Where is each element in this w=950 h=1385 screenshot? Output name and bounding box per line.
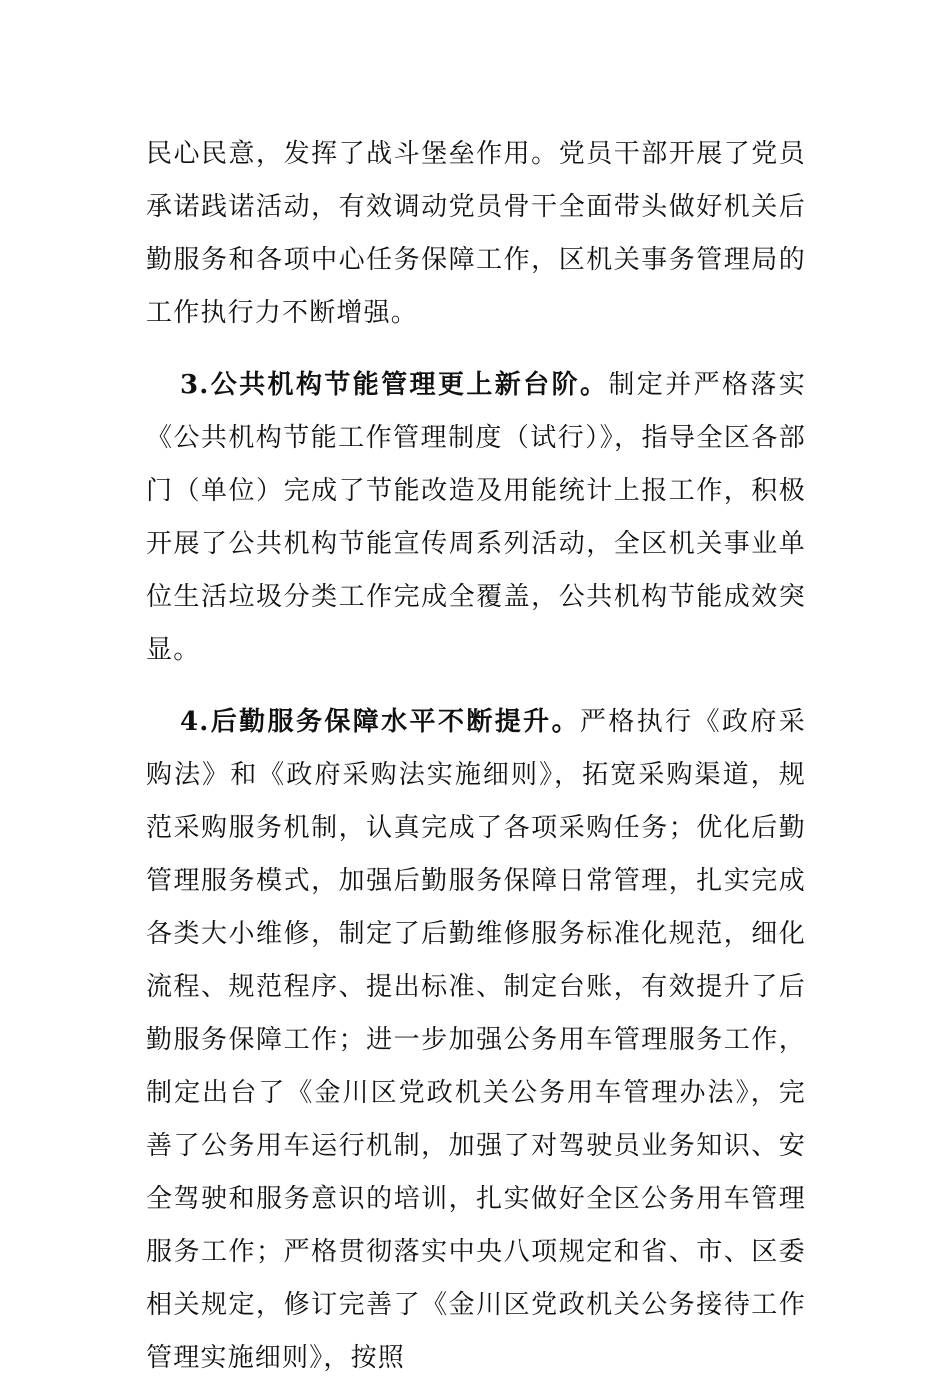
paragraph-text: 民心民意，发挥了战斗堡垒作用。党员干部开展了党员承诺践诺活动，有效调动党员骨干全面带头做好机关后勤服务和各项中心任务保障工作，区机关事务管理局的工作执行力不断增强。 xyxy=(146,139,806,328)
paragraph-energy-saving xyxy=(146,359,806,677)
paragraph-heading: 4.后勤服务保障水平不断提升。 xyxy=(180,707,580,737)
paragraph-logistics-service xyxy=(146,696,806,1385)
paragraph-text: 制定并严格落实《公共机构节能工作管理制度（试行）》，指导全区各部门（单位）完成了节能改造及用能统计上报工作，积极开展了公共机构节能宣传周系列活动，全区机关事业单位生活垃圾分类工作完成全覆盖，公共机构节能成效突显。 xyxy=(146,370,807,665)
paragraph-heading: 3.公共机构节能管理更上新台阶。 xyxy=(180,370,609,400)
paragraph-text: 严格执行《政府采购法》和《政府采购法实施细则》，拓宽采购渠道，规范采购服务机制，认真完成了各项采购任务；优化后勤管理服务模式，加强后勤服务保障日常管理，扎实完成各类大小维修，制定了后勤维修服务标准化规范，细化流程、规范程序、提出标准、制定台账，有效提升了后勤服务保障工作；进一步加强公务用车管理服务工作，制定出台了《金川区党政机关公务用车管理办法》，完善了公务用车运行机制，加强了对驾驶员业务知识、安全驾驶和服务意识的培训，扎实做好全区公务用车管理服务工作；严格贯彻落实中央八项规定和省、市、区委相关规定，修订完善了《金川区党政机关公务接待工作管理实施细则》，按照 xyxy=(146,707,806,1373)
paragraph-continuation xyxy=(146,128,806,340)
document-body xyxy=(146,128,806,1385)
